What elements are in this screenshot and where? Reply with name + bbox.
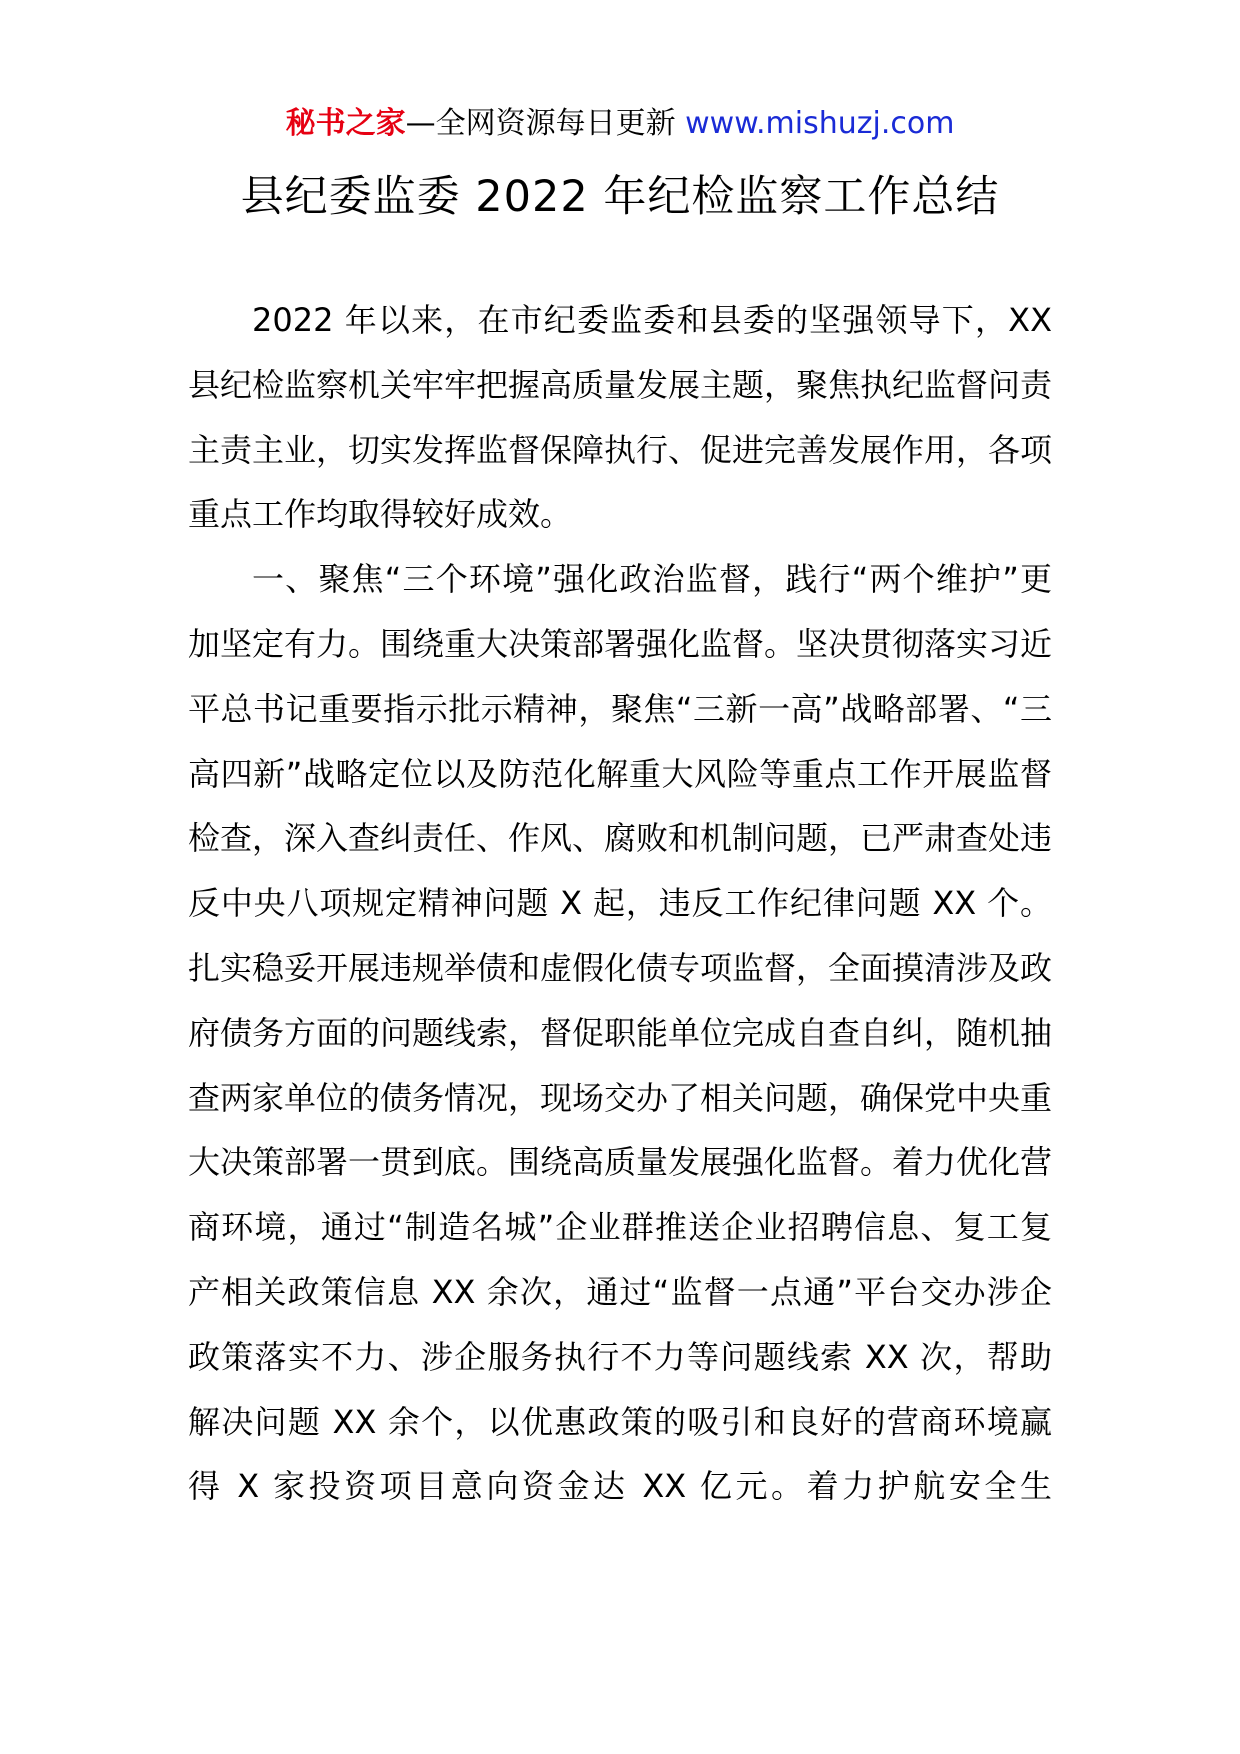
site-header bbox=[0, 102, 1240, 146]
brand-name: 秘书之家 bbox=[285, 106, 406, 141]
section-one-paragraph: 一、聚焦“三个环境”强化政治监督，践行“两个维护”更加坚定有力。围绕重大决策部署强化监督。坚决贯彻落实习近平总书记重要指示批示精神，聚焦“三新一高”战略部署、“三高四新”战略定位以及防范化解重大风险等重点工作开展监督检查，深入查纠责任、作风、腐败和机制问题，已严肃查处违反中央八项规定精神问题 X 起，违反工作纪律问题 XX 个。扎实稳妥开展违规举债和虚假化债专项监督，全面摸清涉及政府债务方面的问题线索，督促职能单位完成自查自纠，随机抽查两家单位的债务情况，现场交办了相关问题，确保党中央重大决策部署一贯到底。围绕高质量发展强化监督。着力优化营商环境，通过“制造名城”企业群推送企业招聘信息、复工复产相关政策信息 XX 余次，通过“监督一点通”平台交办涉企政策落实不力、涉企服务执行不力等问题线索 XX 次，帮助解决问题 XX 余个，以优惠政策的吸引和良好的营商环境赢得 X 家投资项目意向资金达 XX 亿元。着力护航安全生 bbox=[188, 560, 1053, 1506]
site-url-link[interactable]: www.mishuzj.com bbox=[685, 106, 955, 141]
site-tagline: —全网资源每日更新 bbox=[405, 106, 686, 141]
document-title: 县纪委监委 2022 年纪检监察工作总结 bbox=[240, 172, 1000, 222]
document-body bbox=[188, 288, 1052, 1519]
intro-paragraph: 2022 年以来，在市纪委监委和县委的坚强领导下，XX 县纪检监察机关牢牢把握高质量发展主题，聚焦执纪监督问责主责主业，切实发挥监督保障执行、促进完善发展作用，各项重点工作均取得较好成效。 bbox=[188, 301, 1053, 534]
